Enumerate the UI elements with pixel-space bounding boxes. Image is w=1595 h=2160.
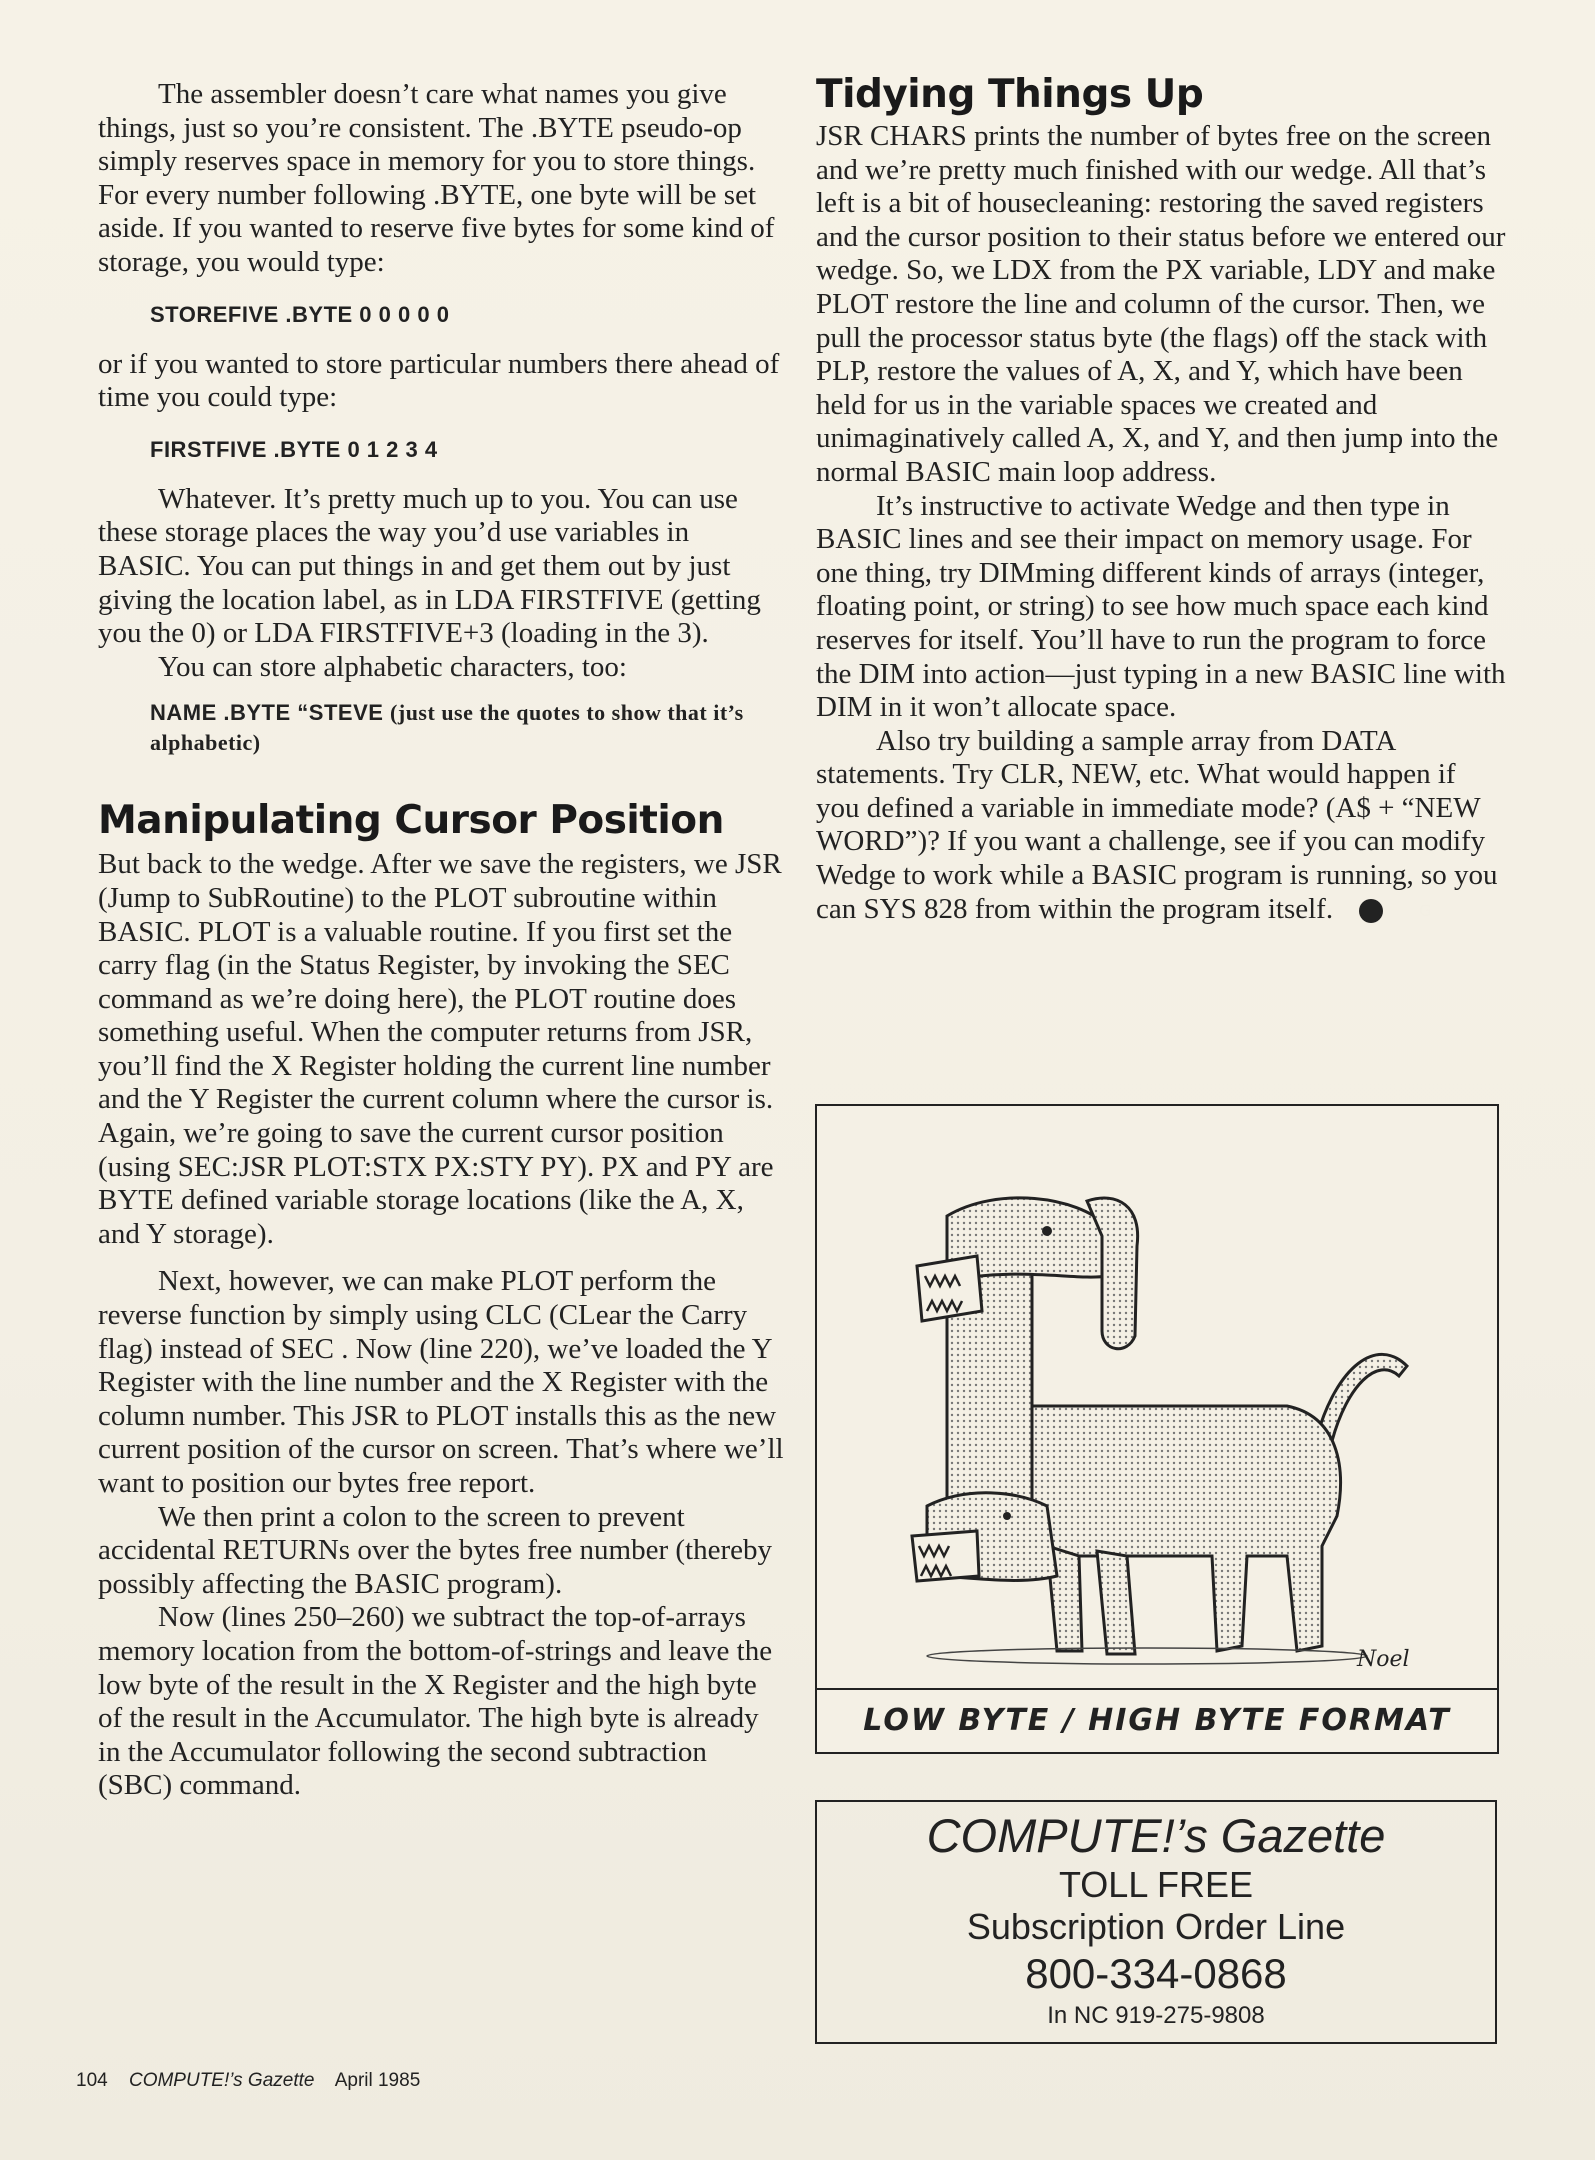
ad-nc-number: In NC 919-275-9808: [1047, 2002, 1265, 2029]
ad-phone-number: 800-334-0868: [1025, 1950, 1287, 1997]
code-line: NAME .BYTE “STEVE: [150, 700, 384, 726]
end-of-article-icon: G: [1359, 899, 1383, 923]
dog-front-legs: [1047, 1546, 1135, 1654]
section-heading: Manipulating Cursor Position: [98, 798, 724, 844]
ad-order-line: Subscription Order Line: [966, 1906, 1346, 1947]
body-paragraph: But back to the wedge. After we save the registers, we JSR (Jump to SubRoutine) to the PLOT subroutine within BASIC. PLOT is a valuable routine. If you first set the carry flag (in the Status Register, by invoking the SEC command as we’re doing here), the PLOT routine does something useful. When the computer returns from JSR, you’ll find the X Register holding the current line number and the Y Register the current column where the cursor is. Again, we’re going to save the current cursor position (using SEC:JSR PLOT:STX PX:STY PY). PX and PY are BYTE defined variable storage locations (like the A, X, and Y storage).: [98, 848, 782, 1250]
subscription-ad-box: [815, 1800, 1497, 2044]
body-paragraph: or if you wanted to store particular numbers there ahead of time you could type:: [98, 347, 780, 414]
code-line: STOREFIVE .BYTE 0 0 0 0 0: [150, 301, 450, 327]
body-paragraph: Now (lines 250–260) we subtract the top-of-arrays memory location from the bottom-of-strings and leave the low byte of the result in the X Register and the high byte of the result in the Accumulator. The high byte is already in the Accumulator following the second subtraction (SBC) command.: [98, 1601, 773, 1802]
body-paragraph: You can store alphabetic characters, too:: [158, 650, 627, 683]
dog-tail: [1317, 1354, 1407, 1441]
code-note: (just use the quotes to show that it’s alphabetic): [150, 700, 744, 756]
body-paragraph: We then print a colon to the screen to prevent accidental RETURNs over the bytes free number (thereby possibly affecting the BASIC program).: [98, 1500, 772, 1600]
body-paragraph: JSR CHARS prints the number of bytes free on the screen and we’re pretty much finished with our wedge. All that’s left is a bit of housecleaning: restoring the saved registers and the cursor position to their status before we entered our wedge. So, we LDX from the PX variable, LDY and make PLOT restore the line and column of the cursor. Then, we pull the processor status byte (the flags) off the stack with PLP, restore the values of A, X, and Y, which have been held for us in the variable spaces we created and unimaginatively called A, X, and Y, and then jump into the normal BASIC main loop address.: [816, 120, 1506, 488]
artist-signature: Noel: [1357, 1647, 1410, 1672]
ad-title: COMPUTE!’s Gazette: [926, 1809, 1386, 1862]
body-text: Also try building a sample array from DATA statements. Try CLR, NEW, etc. What would happen if you defined a variable in immediate mode? (A$ + “NEW WORD”)? If you want a challenge, see if you can modify Wedge to work while a BASIC program is running, so you can SYS 828 from within the program itself.: [816, 724, 1498, 925]
body-paragraph: Next, however, we can make PLOT perform the reverse function by simply using CLC (CLear the Carry flag) instead of SEC . Now (line 220), we’ve loaded the Y Register with the line number and the X Register with the column number. This JSR to PLOT installs this as the new current position of the cursor on screen. That’s where we’ll want to position our bytes free report.: [98, 1265, 784, 1499]
page-number: 104: [76, 2070, 108, 2091]
section-heading: Tidying Things Up: [816, 72, 1204, 117]
dog-jaw-top: [917, 1256, 982, 1321]
code-line: FIRSTFIVE .BYTE 0 1 2 3 4: [150, 436, 438, 462]
ad-toll-free: TOLL FREE: [1058, 1864, 1254, 1905]
right-column: [816, 72, 1506, 926]
page-footer: [76, 2070, 436, 2092]
code-block: [150, 698, 788, 758]
cartoon-box: [815, 1104, 1499, 1754]
body-paragraph: The assembler doesn’t care what names you give things, just so you’re consistent. The .BYTE pseudo-op simply reserves space in memory for you to store things. For every number following .BYTE, one byte will be set aside. If you wanted to reserve five bytes for some kind of storage, you would type:: [98, 78, 775, 278]
issue-date: April 1985: [334, 2070, 421, 2091]
magazine-name: COMPUTE!’s Gazette: [128, 2070, 315, 2091]
cartoon-caption: LOW BYTE / HIGH BYTE FORMAT: [817, 1688, 1497, 1752]
dog-cartoon-illustration: [817, 1106, 1497, 1690]
left-column: [98, 78, 788, 1803]
body-paragraph: It’s instructive to activate Wedge and then type in BASIC lines and see their impact on memory usage. For one thing, try DIMming different kinds of arrays (integer, floating point, or string) to see how much space each kind reserves for itself. You’ll have to run the program to force the DIM into action—just typing in a new BASIC line with DIM in it won’t allocate space.: [816, 489, 1506, 724]
body-paragraph: [816, 725, 1506, 927]
body-paragraph: Whatever. It’s pretty much up to you. You can use these storage places the way you’d use variables in BASIC. You can put things in and get them out by just giving the location label, as in LDA FIRSTFIVE (getting you the 0) or LDA FIRSTFIVE+3 (loading in the 3).: [98, 482, 761, 650]
